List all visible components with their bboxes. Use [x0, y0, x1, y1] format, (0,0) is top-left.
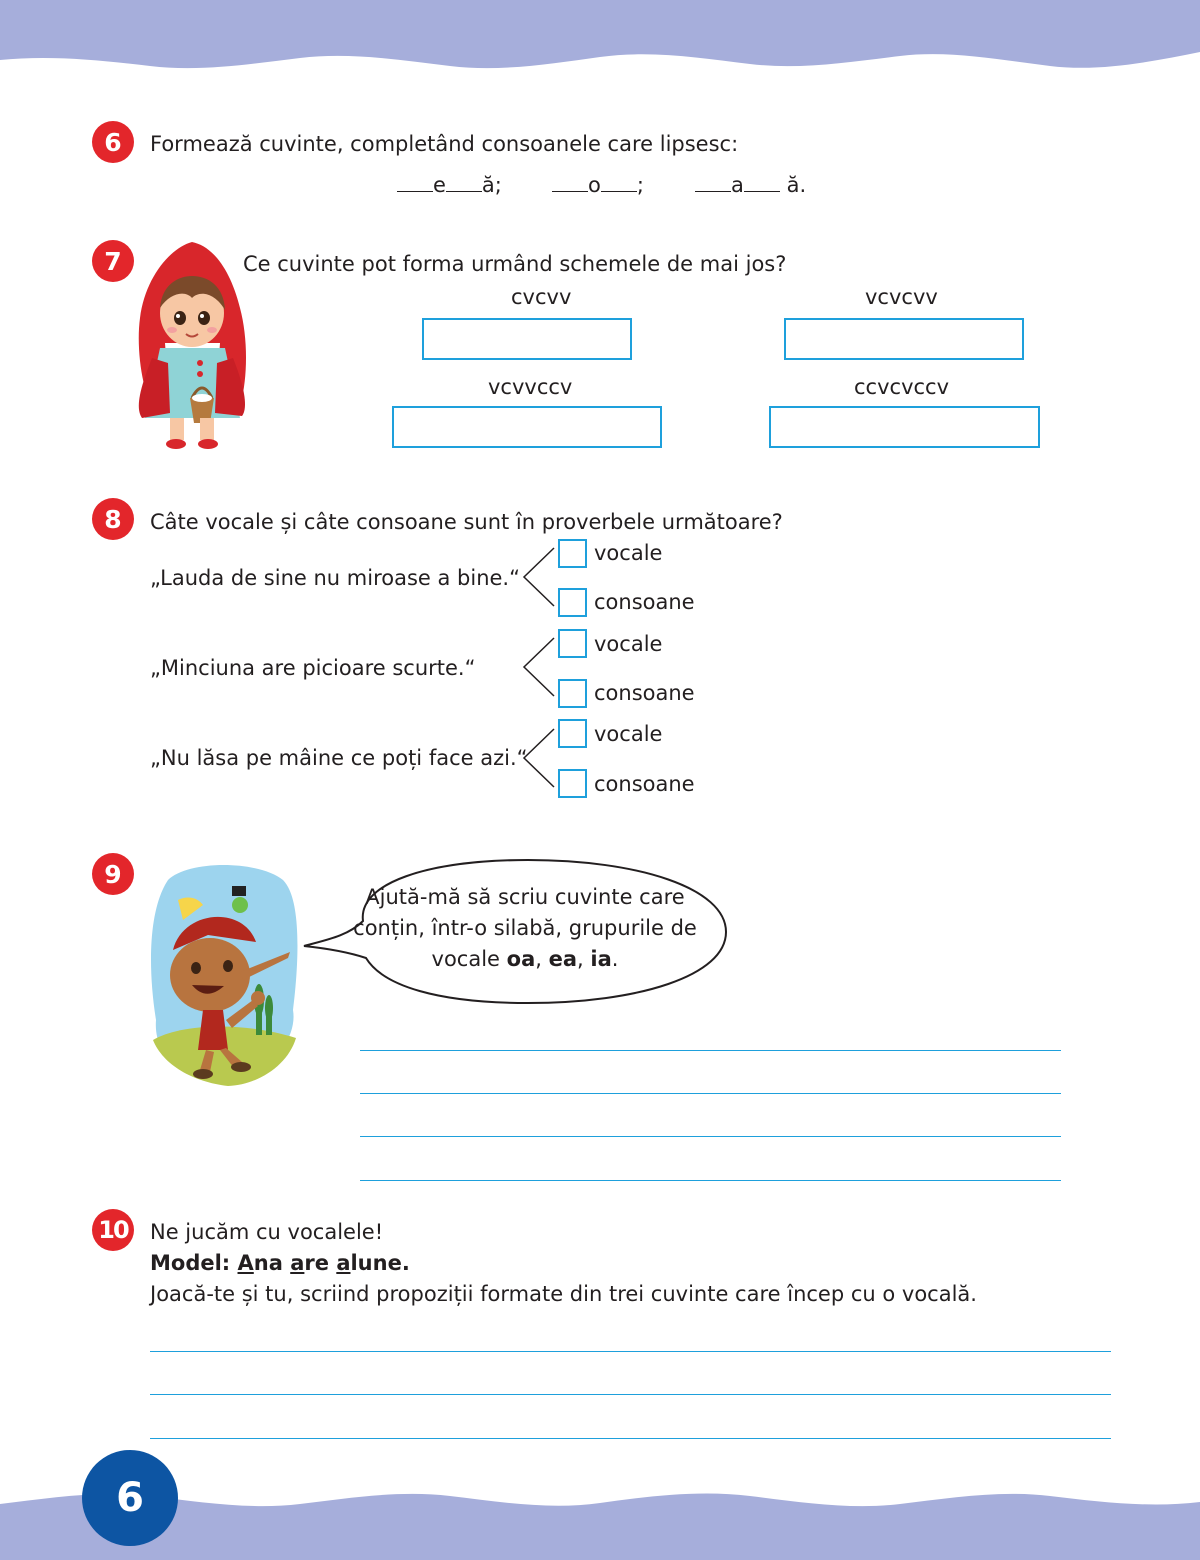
writing-line[interactable] [360, 1050, 1061, 1051]
vowels-label-2: vocale [594, 632, 663, 656]
consonants-label-2: consoane [594, 681, 695, 705]
speech-bubble-text: Ajută-mă să scriu cuvinte care conțin, într-o silabă, grupurile de vocale oa, ea, ia. [353, 885, 697, 971]
exercise-6-word-3: a ă. [695, 172, 806, 198]
blank[interactable] [446, 173, 482, 192]
red-riding-hood-illustration [130, 238, 255, 453]
proverb-3: „Nu lăsa pe mâine ce poți face azi.“ [150, 746, 528, 770]
exercise-6-word-1: e ă; [397, 172, 502, 198]
vowel-group-ia: ia [590, 947, 612, 971]
writing-line[interactable] [360, 1136, 1061, 1137]
answer-box-scheme-4[interactable] [769, 406, 1040, 448]
vowel-group-ea: ea [548, 947, 578, 971]
scheme-label-3: vcvvccv [488, 375, 573, 399]
answer-box-scheme-3[interactable] [392, 406, 662, 448]
blank[interactable] [552, 173, 588, 192]
scheme-label-1: cvcvv [511, 285, 572, 309]
exercise-10-line-3: Joacă-te și tu, scriind propoziții formate din trei cuvinte care încep cu o vocală. [150, 1282, 977, 1306]
writing-line[interactable] [150, 1394, 1111, 1395]
vowels-count-box-2[interactable] [558, 629, 587, 658]
writing-line[interactable] [360, 1093, 1061, 1094]
vowel-group-oa: oa [506, 947, 536, 971]
exercise-8-number: 8 [92, 498, 134, 540]
vowels-count-box-3[interactable] [558, 719, 587, 748]
consonants-count-box-3[interactable] [558, 769, 587, 798]
pinocchio-illustration [148, 860, 300, 1088]
vowels-count-box-1[interactable] [558, 539, 587, 568]
exercise-6-word-2: o ; [552, 172, 644, 198]
answer-box-scheme-1[interactable] [422, 318, 632, 360]
exercise-10-line-1: Ne jucăm cu vocalele! [150, 1220, 384, 1244]
consonants-count-box-1[interactable] [558, 588, 587, 617]
proverb-1: „Lauda de sine nu miroase a bine.“ [150, 566, 520, 590]
blank[interactable] [601, 173, 637, 192]
exercise-9-number: 9 [92, 853, 134, 895]
page-number: 6 [82, 1450, 178, 1546]
proverb-2: „Minciuna are picioare scurte.“ [150, 656, 476, 680]
writing-line[interactable] [150, 1438, 1111, 1439]
blank[interactable] [397, 173, 433, 192]
exercise-6-number: 6 [92, 121, 134, 163]
exercise-10-model: Model: Ana are alune. [150, 1251, 410, 1275]
bracket-2 [520, 636, 556, 698]
exercise-7-instruction: Ce cuvinte pot forma urmând schemele de mai jos? [243, 252, 787, 276]
vowels-label-3: vocale [594, 722, 663, 746]
blank[interactable] [695, 173, 731, 192]
exercise-8-instruction: Câte vocale și câte consoane sunt în proverbele următoare? [150, 510, 783, 534]
bottom-wave-border [0, 1480, 1200, 1560]
scheme-label-2: vcvcvv [865, 285, 938, 309]
exercise-6-instruction: Formează cuvinte, completând consoanele care lipsesc: [150, 132, 739, 156]
consonants-count-box-2[interactable] [558, 679, 587, 708]
consonants-label-1: consoane [594, 590, 695, 614]
bracket-1 [520, 546, 556, 608]
writing-line[interactable] [150, 1351, 1111, 1352]
scheme-label-4: ccvcvccv [854, 375, 950, 399]
bracket-3 [520, 727, 556, 789]
writing-line[interactable] [360, 1180, 1061, 1181]
top-wave-border [0, 0, 1200, 80]
exercise-10-number: 10 [92, 1209, 134, 1251]
blank[interactable] [744, 173, 780, 192]
consonants-label-3: consoane [594, 772, 695, 796]
answer-box-scheme-2[interactable] [784, 318, 1024, 360]
exercise-7-number: 7 [92, 240, 134, 282]
vowels-label-1: vocale [594, 541, 663, 565]
